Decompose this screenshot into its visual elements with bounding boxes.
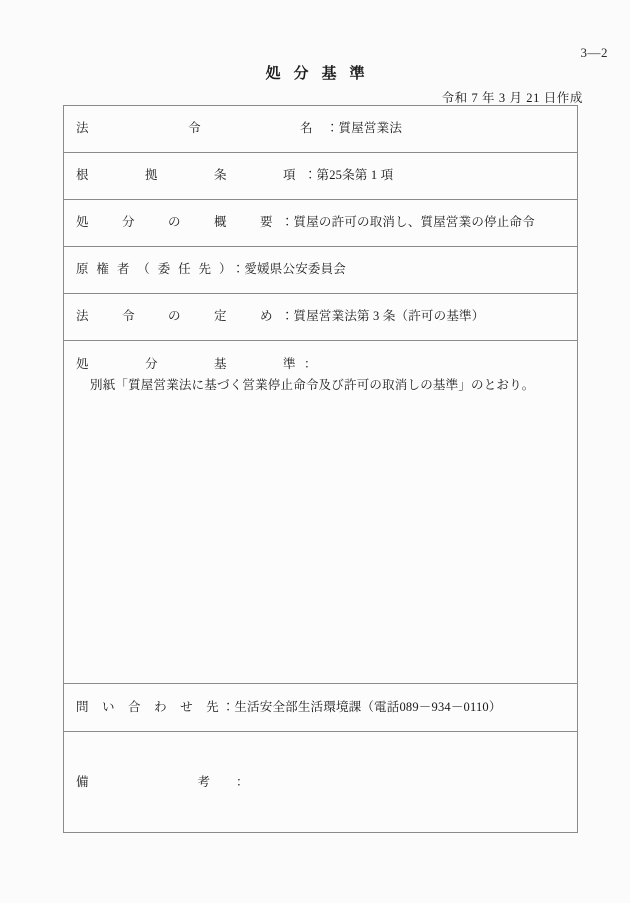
row-label-law-name: 法 令 名 bbox=[76, 121, 329, 135]
table-cell-original-authority bbox=[64, 247, 578, 294]
row-label-remarks: 備 考 bbox=[76, 775, 239, 789]
document-date: 令和 7 年 3 月 21 日作成 bbox=[441, 91, 583, 105]
table-cell-basis-article bbox=[64, 153, 578, 200]
row-value-original-authority: 愛媛県公安委員会 bbox=[244, 262, 347, 276]
row-label-disposition-criteria: 処 分 基 準 bbox=[76, 357, 307, 371]
row-colon-law-name: ： bbox=[326, 121, 339, 135]
row-colon-disposition-criteria: ： bbox=[304, 357, 317, 371]
row-label-disposition-outline: 処 分 の 概 要 bbox=[76, 215, 284, 229]
row-colon-original-authority: ： bbox=[231, 262, 245, 276]
table-row-contact bbox=[64, 684, 578, 732]
table-cell-disposition-criteria bbox=[64, 341, 578, 684]
table-cell-remarks bbox=[64, 732, 578, 833]
row-colon-remarks: ： bbox=[236, 775, 249, 789]
row-value-contact: 生活安全部生活環境課（電話089－934－0110） bbox=[234, 700, 502, 714]
row-value-disposition-criteria: 別紙「質屋営業法に基づく営業停止命令及び許可の取消しの基準」のとおり。 bbox=[90, 378, 535, 393]
table-row-remarks bbox=[64, 732, 578, 833]
table-cell-law-name bbox=[64, 106, 578, 153]
row-colon-legal-provision: ： bbox=[281, 309, 294, 323]
table-cell-contact bbox=[64, 684, 578, 732]
row-label-contact: 問 い 合 わ せ 先 bbox=[76, 700, 224, 714]
row-value-law-name: 質屋営業法 bbox=[338, 121, 403, 135]
table-row-legal-provision bbox=[64, 294, 578, 341]
row-value-basis-article: 第25条第 1 項 bbox=[316, 168, 394, 182]
table-row-disposition-outline bbox=[64, 200, 578, 247]
table-row-basis-article bbox=[64, 153, 578, 200]
row-label-legal-provision: 法 令 の 定 め bbox=[76, 309, 284, 323]
row-value-disposition-outline: 質屋の許可の取消し、質屋営業の停止命令 bbox=[293, 215, 535, 229]
row-value-legal-provision: 質屋営業法第 3 条（許可の基準） bbox=[293, 309, 485, 323]
row-label-original-authority: 原 権 者 （ 委 任 先 ） bbox=[76, 262, 234, 276]
disposition-criteria-table bbox=[63, 105, 578, 833]
row-colon-disposition-outline: ： bbox=[281, 215, 294, 229]
row-label-basis-article: 根 拠 条 項 bbox=[76, 168, 307, 182]
row-colon-contact: ： bbox=[221, 700, 235, 714]
table-cell-legal-provision bbox=[64, 294, 578, 341]
table-row-disposition-criteria bbox=[64, 341, 578, 684]
page-number: 3—2 bbox=[580, 45, 608, 60]
table-row-law-name bbox=[64, 106, 578, 153]
row-colon-basis-article: ： bbox=[304, 168, 317, 182]
page-title: 処分基準 bbox=[265, 66, 378, 82]
table-cell-disposition-outline bbox=[64, 200, 578, 247]
table-row-original-authority bbox=[64, 247, 578, 294]
